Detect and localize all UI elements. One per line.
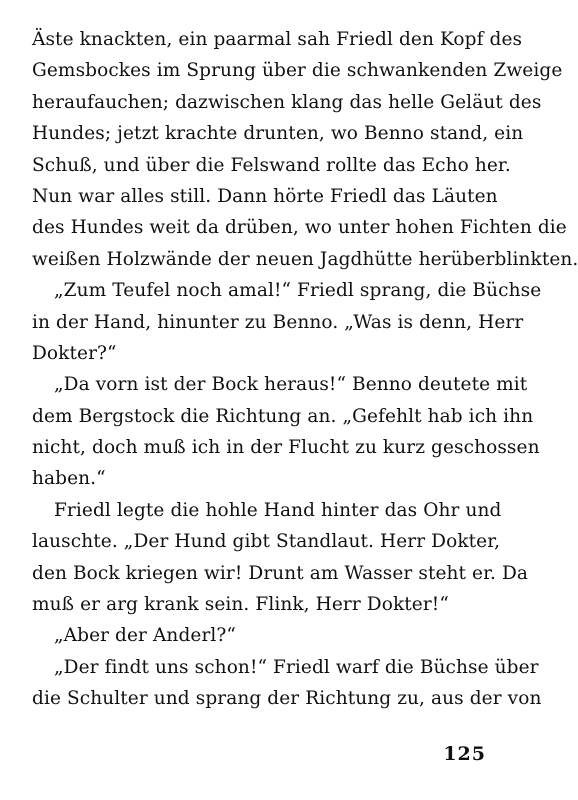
text-line: haben.“ <box>32 468 106 490</box>
text-line: „Der findt uns schon!“ Friedl warf die Büchse über <box>54 656 539 678</box>
text-line: weißen Holzwände der neuen Jagdhütte herüberblinkten. <box>32 248 578 270</box>
text-line: lauschte. „Der Hund gibt Standlaut. Herr Dokter, <box>32 531 501 553</box>
body-text <box>32 24 578 715</box>
text-line: „Zum Teufel noch amal!“ Friedl sprang, die Büchse <box>54 280 542 302</box>
text-line: Nun war alles still. Dann hörte Friedl das Läuten <box>32 185 498 207</box>
text-line: „Aber der Anderl?“ <box>54 625 236 647</box>
text-line: Äste knackten, ein paarmal sah Friedl den Kopf des <box>32 29 523 50</box>
text-line: heraufauchen; dazwischen klang das helle Geläut des <box>32 91 542 113</box>
text-line: muß er arg krank sein. Flink, Herr Dokter!“ <box>32 594 449 616</box>
text-line: Dokter?“ <box>32 342 117 364</box>
text-line: Schuß, und über die Felswand rollte das Echo her. <box>32 154 511 176</box>
text-line: dem Bergstock die Richtung an. „Gefehlt hab ich ihn <box>32 405 534 427</box>
page-number: 125 <box>443 743 486 765</box>
text-line: den Bock kriegen wir! Drunt am Wasser steht er. Da <box>32 562 529 584</box>
text-line: Gemsbockes im Sprung über die schwankenden Zweige <box>32 60 563 82</box>
text-line: Friedl legte die hohle Hand hinter das Ohr und <box>54 499 502 521</box>
text-line: „Da vorn ist der Bock heraus!“ Benno deutete mit <box>54 374 528 396</box>
text-line: Hundes; jetzt krachte drunten, wo Benno stand, ein <box>32 123 524 145</box>
text-line: nicht, doch muß ich in der Flucht zu kurz geschossen <box>32 437 540 459</box>
text-line: in der Hand, hinunter zu Benno. „Was is denn, Herr <box>32 311 524 333</box>
text-line: des Hundes weit da drüben, wo unter hohen Fichten die <box>32 217 567 239</box>
text-line: die Schulter und sprang der Richtung zu, aus der von <box>32 688 542 710</box>
